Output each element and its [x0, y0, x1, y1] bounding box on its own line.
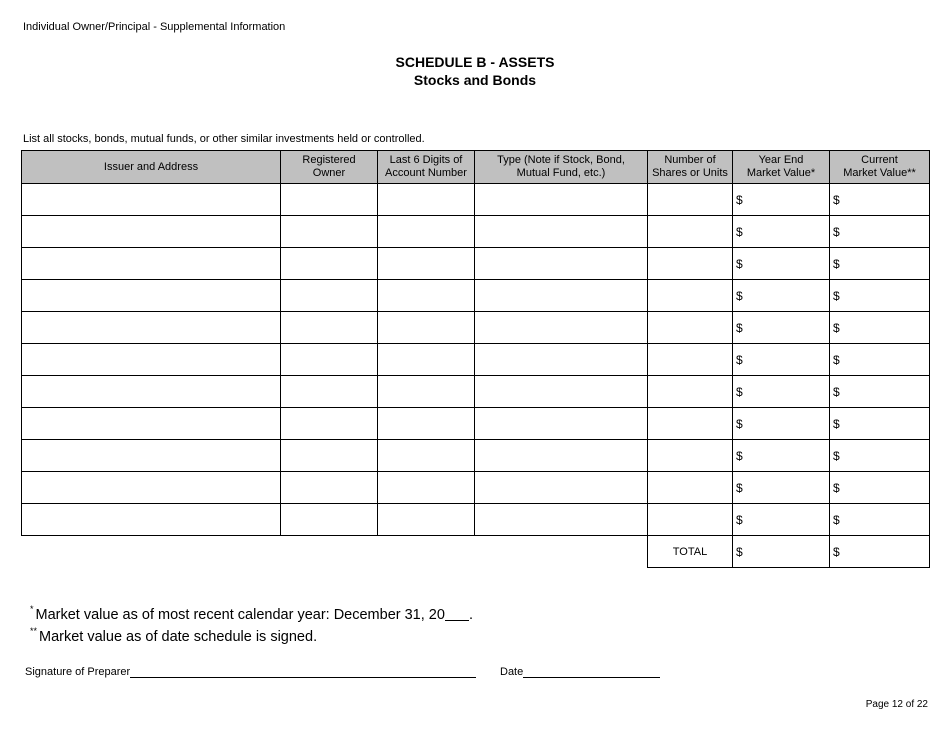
- table-cell[interactable]: [733, 504, 830, 536]
- header-issuer-address: Issuer and Address: [22, 151, 281, 184]
- table-cell[interactable]: [281, 376, 378, 408]
- currency-symbol: $: [833, 352, 840, 367]
- table-cell[interactable]: [733, 440, 830, 472]
- table-cell[interactable]: [830, 376, 930, 408]
- footnote-marker: **: [30, 626, 38, 636]
- table-cell[interactable]: [22, 216, 281, 248]
- date-line[interactable]: [523, 666, 660, 678]
- table-cell[interactable]: [830, 248, 930, 280]
- currency-symbol: $: [736, 352, 743, 367]
- currency-symbol: $: [833, 224, 840, 239]
- schedule-subtitle: Stocks and Bonds: [413, 72, 537, 88]
- table-cell[interactable]: [22, 376, 281, 408]
- signature-line[interactable]: [130, 666, 476, 678]
- currency-symbol: $: [736, 256, 743, 271]
- table-cell[interactable]: [378, 248, 475, 280]
- currency-symbol: $: [833, 416, 840, 431]
- total-row-spacer: [22, 536, 648, 568]
- table-cell[interactable]: [733, 184, 830, 216]
- currency-symbol: $: [833, 448, 840, 463]
- table-cell[interactable]: [648, 472, 733, 504]
- table-cell[interactable]: [281, 344, 378, 376]
- table-cell[interactable]: [22, 312, 281, 344]
- table-cell[interactable]: [830, 280, 930, 312]
- header-current-value: Current Market Value**: [830, 151, 930, 184]
- table-cell[interactable]: [378, 184, 475, 216]
- currency-symbol: $: [833, 384, 840, 399]
- table-cell[interactable]: [648, 312, 733, 344]
- table-row: [22, 312, 930, 344]
- table-cell[interactable]: [475, 248, 648, 280]
- table-cell[interactable]: [830, 312, 930, 344]
- signature-date: [500, 666, 660, 678]
- header-registered-owner: Registered Owner: [281, 151, 378, 184]
- table-cell[interactable]: [475, 216, 648, 248]
- table-cell[interactable]: [281, 280, 378, 312]
- currency-symbol: $: [833, 512, 840, 527]
- table-row: [22, 472, 930, 504]
- year-input-line[interactable]: [445, 606, 469, 621]
- table-cell[interactable]: [22, 440, 281, 472]
- footnote-text: Market value as of date schedule is signed.: [39, 629, 318, 645]
- table-cell[interactable]: [733, 280, 830, 312]
- table-row: [22, 504, 930, 536]
- table-cell[interactable]: [281, 504, 378, 536]
- table-cell[interactable]: [378, 312, 475, 344]
- total-current-cell[interactable]: [830, 536, 930, 568]
- table-cell[interactable]: [475, 344, 648, 376]
- signature-preparer: [25, 666, 476, 678]
- table-cell[interactable]: [733, 248, 830, 280]
- table-cell[interactable]: [22, 184, 281, 216]
- table-cell[interactable]: [475, 408, 648, 440]
- table-cell[interactable]: [22, 472, 281, 504]
- table-cell[interactable]: [281, 216, 378, 248]
- table-cell[interactable]: [378, 440, 475, 472]
- table-cell[interactable]: [733, 472, 830, 504]
- table-cell[interactable]: [830, 504, 930, 536]
- currency-symbol: $: [833, 544, 840, 559]
- currency-symbol: $: [833, 288, 840, 303]
- table-cell[interactable]: [733, 344, 830, 376]
- table-cell[interactable]: [648, 280, 733, 312]
- table-cell[interactable]: [281, 312, 378, 344]
- table-cell[interactable]: [378, 216, 475, 248]
- currency-symbol: $: [833, 320, 840, 335]
- currency-symbol: $: [736, 224, 743, 239]
- page-number: Page 12 of 22: [865, 699, 928, 710]
- form-header-label: Individual Owner/Principal - Supplemental Information: [23, 21, 286, 33]
- table-cell[interactable]: [22, 248, 281, 280]
- table-cell[interactable]: [648, 504, 733, 536]
- header-year-end-value: Year End Market Value*: [733, 151, 830, 184]
- table-cell[interactable]: [475, 280, 648, 312]
- table-cell[interactable]: [733, 312, 830, 344]
- table-cell[interactable]: [281, 472, 378, 504]
- footnote-marker: *: [30, 604, 34, 614]
- table-row: [22, 408, 930, 440]
- table-row: [22, 440, 930, 472]
- table-cell[interactable]: [648, 248, 733, 280]
- currency-symbol: $: [736, 192, 743, 207]
- table-cell[interactable]: [378, 376, 475, 408]
- currency-symbol: $: [736, 544, 743, 559]
- table-cell[interactable]: [830, 472, 930, 504]
- table-row: [22, 248, 930, 280]
- currency-symbol: $: [736, 320, 743, 335]
- table-row: [22, 344, 930, 376]
- table-row: [22, 376, 930, 408]
- table-cell[interactable]: [281, 440, 378, 472]
- currency-symbol: $: [833, 480, 840, 495]
- table-cell[interactable]: [475, 184, 648, 216]
- table-row: [22, 216, 930, 248]
- table-cell[interactable]: [733, 376, 830, 408]
- table-cell[interactable]: [281, 408, 378, 440]
- table-cell[interactable]: [830, 344, 930, 376]
- currency-symbol: $: [736, 288, 743, 303]
- table-cell[interactable]: [475, 440, 648, 472]
- total-year-end-cell[interactable]: [733, 536, 830, 568]
- header-type: Type (Note if Stock, Bond, Mutual Fund, etc.): [475, 151, 648, 184]
- currency-symbol: $: [736, 416, 743, 431]
- table-cell[interactable]: [830, 184, 930, 216]
- table-cell[interactable]: [648, 408, 733, 440]
- currency-symbol: $: [833, 256, 840, 271]
- currency-symbol: $: [736, 384, 743, 399]
- table-cell[interactable]: [648, 440, 733, 472]
- table-cell[interactable]: [22, 344, 281, 376]
- table-cell[interactable]: [475, 312, 648, 344]
- table-cell[interactable]: [378, 504, 475, 536]
- table-cell[interactable]: [648, 216, 733, 248]
- footnote-suffix: .: [468, 607, 473, 623]
- table-cell[interactable]: [378, 344, 475, 376]
- table-cell[interactable]: [648, 184, 733, 216]
- table-cell[interactable]: [22, 504, 281, 536]
- footnote-year-end: [30, 604, 473, 623]
- currency-symbol: $: [736, 448, 743, 463]
- table-header-row: [22, 151, 930, 184]
- currency-symbol: $: [833, 192, 840, 207]
- date-label: Date: [500, 666, 524, 678]
- assets-table: [21, 150, 930, 568]
- footnote-text: Market value as of most recent calendar year: December 31, 20: [35, 607, 445, 623]
- table-cell[interactable]: [475, 504, 648, 536]
- table-cell[interactable]: [378, 280, 475, 312]
- currency-symbol: $: [736, 480, 743, 495]
- signature-label: Signature of Preparer: [25, 666, 131, 678]
- table-row: [22, 280, 930, 312]
- table-cell[interactable]: [648, 376, 733, 408]
- header-shares-units: Number of Shares or Units: [648, 151, 733, 184]
- table-cell[interactable]: [733, 408, 830, 440]
- footnote-current: [30, 626, 317, 645]
- table-row: [22, 184, 930, 216]
- table-cell[interactable]: [22, 408, 281, 440]
- instruction-text: List all stocks, bonds, mutual funds, or other similar investments held or controlled.: [23, 133, 425, 145]
- table-cell[interactable]: [281, 184, 378, 216]
- total-label: TOTAL: [648, 536, 733, 568]
- table-cell[interactable]: [648, 344, 733, 376]
- table-cell[interactable]: [830, 440, 930, 472]
- schedule-title: SCHEDULE B - ASSETS: [395, 54, 555, 70]
- table-cell[interactable]: [281, 248, 378, 280]
- currency-symbol: $: [736, 512, 743, 527]
- table-cell[interactable]: [475, 472, 648, 504]
- table-cell[interactable]: [830, 408, 930, 440]
- table-cell[interactable]: [733, 216, 830, 248]
- table-cell[interactable]: [22, 280, 281, 312]
- table-cell[interactable]: [830, 216, 930, 248]
- table-cell[interactable]: [378, 472, 475, 504]
- total-row: [22, 536, 930, 568]
- table-cell[interactable]: [475, 376, 648, 408]
- header-account-number: Last 6 Digits of Account Number: [378, 151, 475, 184]
- table-cell[interactable]: [378, 408, 475, 440]
